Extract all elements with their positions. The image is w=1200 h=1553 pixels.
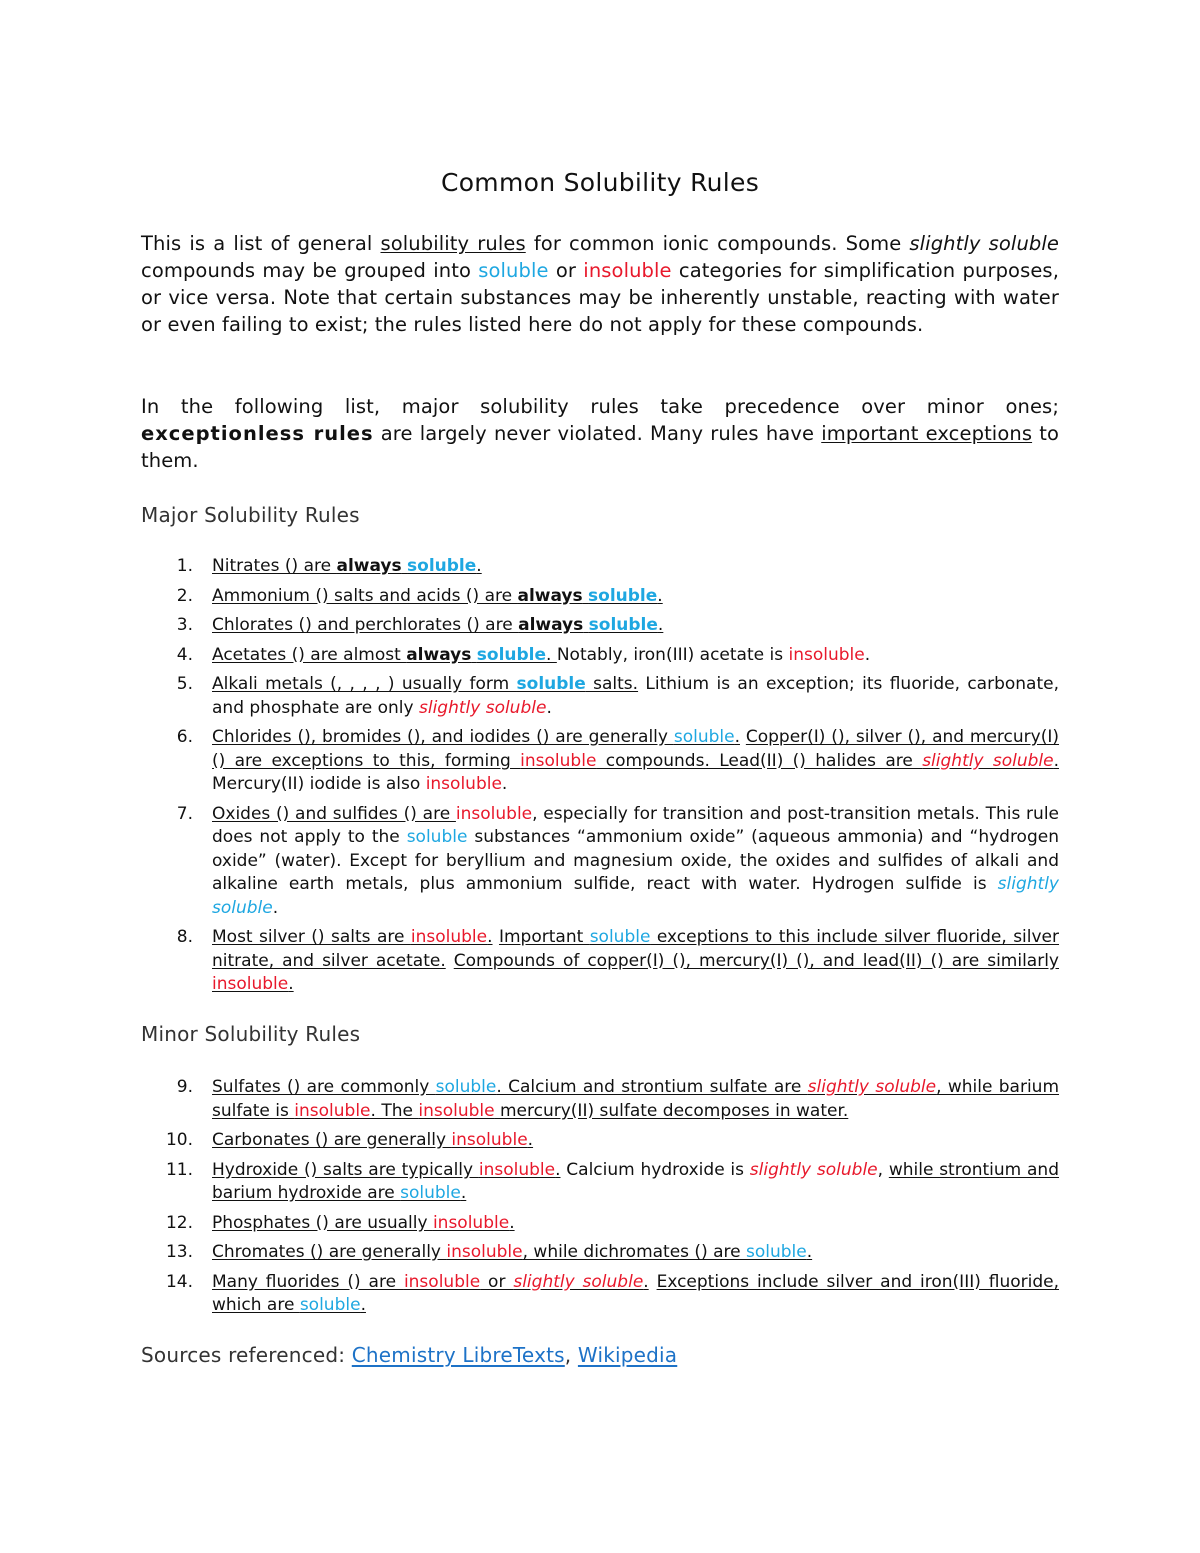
soluble-term: soluble	[589, 927, 651, 947]
rule-text: Acetates () are almost	[212, 644, 407, 665]
intro-paragraph	[141, 230, 1059, 338]
rule-text: Compounds of copper(I) (), mercury(I) (), and lead(II) () are similarly	[453, 950, 1059, 971]
rule-text: .	[527, 1130, 534, 1150]
rule-text: .	[1053, 750, 1059, 771]
rule-item	[141, 1212, 1059, 1236]
rule-text: Sulfates () are commonly	[212, 1077, 436, 1097]
rule-text	[649, 1272, 657, 1292]
rule-item	[141, 1271, 1059, 1318]
wikipedia-link[interactable]: Wikipedia	[577, 1343, 678, 1367]
rule-number: 7.	[176, 803, 193, 824]
rule-text: substances “ammonium oxide” (aqueous ammonia) and “hydrogen oxide” (water). Except for beryllium and magnesium oxide, the oxides and sulfides of alkali and alkaline earth metals, plus ammonium sulfide, react with water. Hydrogen sulfide is	[212, 827, 1059, 894]
rule-item	[141, 555, 1059, 579]
rule-text: Phosphates () are usually	[212, 1212, 433, 1233]
rule-text: .	[657, 585, 663, 606]
rule-text: .	[864, 644, 871, 665]
always-term: always	[336, 556, 402, 576]
rule-number: 3.	[176, 615, 193, 635]
always-term: always	[406, 644, 472, 665]
rule-item	[141, 1241, 1059, 1265]
intro-text: categories for simplification purposes, or vice versa. Note that certain substances may be inherently unstable, reacting with water or even failing to exist; the rules listed here do not apply for these compounds.	[141, 259, 1059, 336]
rule-text: .	[546, 644, 557, 665]
rule-number: 14.	[165, 1271, 193, 1292]
intro2-text: In the following list, major solubility rules take precedence over minor ones;	[141, 395, 1059, 418]
rule-text: . Calcium and strontium sulfate are	[496, 1077, 808, 1097]
rule-item	[141, 673, 1059, 720]
intro-text: or	[548, 259, 584, 282]
rule-text: Chromates () are generally	[212, 1242, 447, 1262]
rule-text: compounds. Lead(II) () halides are	[596, 750, 923, 771]
minor-rules-list	[141, 1076, 1059, 1318]
page-title: Common Solubility Rules	[440, 168, 760, 197]
soluble-term: soluble	[299, 1295, 361, 1315]
rule-text: Notably, iron(III) acetate is	[556, 644, 789, 665]
major-rules-heading: Major Solubility Rules	[141, 503, 360, 527]
rule-text: .	[460, 1183, 467, 1203]
sources-label: Sources referenced:	[141, 1343, 352, 1367]
rule-text: Oxides () and sulfides () are	[212, 803, 456, 824]
rule-text: .	[546, 697, 552, 718]
rule-text: exceptions to this include silver fluoride, silver nitrate, and silver acetate.	[212, 927, 1060, 971]
rule-item	[141, 1129, 1059, 1153]
insoluble-term: insoluble	[451, 1130, 528, 1150]
minor-rules-heading: Minor Solubility Rules	[141, 1022, 361, 1046]
rule-text: Lithium is an exception; its fluoride, carbonate, and phosphate are only	[212, 674, 1059, 718]
rule-text: Chlorides (), bromides (), and iodides () are generally	[212, 727, 674, 747]
insoluble-term: insoluble	[455, 803, 533, 824]
slightly-soluble-term: slightly soluble	[212, 874, 1059, 918]
rule-text: .	[806, 1242, 813, 1262]
rule-number: 13.	[165, 1242, 193, 1262]
rule-number: 6.	[176, 727, 193, 747]
rule-text: .	[555, 1159, 561, 1180]
rule-number: 4.	[176, 644, 193, 665]
rule-number: 5.	[176, 674, 193, 694]
rule-text: Copper(I) (), silver (), and mercury(I) () are exceptions to this, forming	[212, 727, 1060, 771]
rule-text: .	[476, 556, 482, 576]
insoluble-term: insoluble	[418, 1100, 495, 1121]
rule-text: .	[643, 1271, 649, 1292]
rule-number: 1.	[176, 556, 193, 576]
rule-text: salts.	[585, 674, 639, 694]
rule-number: 11.	[165, 1159, 193, 1180]
slightly-soluble-term: slightly soluble	[749, 1159, 878, 1180]
slightly-soluble-term: slightly soluble	[909, 232, 1059, 255]
rule-number: 10.	[165, 1130, 193, 1150]
rule-text: Mercury(II) iodide is also	[212, 774, 426, 794]
insoluble-term: insoluble	[410, 927, 488, 947]
rule-number: 9.	[176, 1077, 193, 1097]
sources-separator: ,	[564, 1343, 578, 1367]
rule-text: , especially for transition and post-transition metals. This rule does not apply to the	[212, 803, 1059, 847]
slightly-soluble-term: slightly soluble	[513, 1271, 644, 1292]
slightly-soluble-term: slightly soluble	[922, 750, 1054, 771]
insoluble-term: insoluble	[212, 974, 289, 994]
insoluble-term: insoluble	[446, 1242, 523, 1262]
rule-number: 2.	[176, 585, 193, 606]
exceptionless-rules-term: exceptionless rules	[141, 422, 374, 445]
rule-text: Carbonates () are generally	[212, 1130, 452, 1150]
soluble-term: soluble	[673, 727, 735, 747]
soluble-term: soluble	[588, 585, 658, 606]
rule-text: Hydroxide () salts are typically	[212, 1159, 479, 1180]
rule-text: .	[360, 1295, 366, 1315]
rule-text: .	[501, 774, 508, 794]
rule-item	[141, 803, 1059, 921]
chemistry-libretexts-link[interactable]: Chemistry LibreTexts	[351, 1343, 565, 1367]
soluble-term: soluble	[588, 615, 658, 635]
rule-text: Nitrates () are	[212, 556, 337, 576]
slightly-soluble-term: slightly soluble	[807, 1077, 937, 1097]
rule-number: 8.	[176, 927, 193, 947]
rule-text: ,	[877, 1159, 889, 1180]
soluble-term: soluble	[746, 1242, 807, 1262]
rule-text: while strontium and barium hydroxide are	[212, 1159, 1059, 1203]
rule-text: .	[509, 1212, 515, 1233]
soluble-term: soluble	[478, 259, 549, 282]
insoluble-term: insoluble	[432, 1212, 510, 1233]
rule-text: Ammonium () salts and acids () are	[212, 585, 518, 606]
rule-item	[141, 1076, 1059, 1123]
rule-text: mercury(II) sulfate decomposes in water.	[494, 1100, 849, 1121]
rule-item	[141, 926, 1059, 997]
rule-item	[141, 726, 1059, 797]
major-rules-list	[141, 555, 1059, 997]
rule-text: .	[734, 727, 740, 747]
intro-text: for common ionic compounds. Some	[525, 232, 910, 255]
rule-text: .	[272, 897, 279, 918]
soluble-term: soluble	[406, 827, 468, 847]
rule-text: Important	[498, 927, 590, 947]
slightly-soluble-term: slightly soluble	[418, 697, 547, 718]
insoluble-term: insoluble	[520, 750, 597, 771]
intro2-text: to them.	[141, 422, 1059, 472]
soluble-term: soluble	[516, 674, 586, 694]
intro-text: This is a list of general	[141, 232, 381, 255]
rule-text: , while barium sulfate is	[212, 1077, 1060, 1121]
rule-text: , while dichromates () are	[522, 1242, 746, 1262]
insoluble-term: insoluble	[403, 1271, 481, 1292]
intro-text: compounds may be grouped into	[141, 259, 479, 282]
rule-item	[141, 1159, 1059, 1206]
solubility-rules-link[interactable]: solubility rules	[380, 232, 526, 255]
rule-text: Chlorates () and perchlorates () are	[212, 615, 519, 635]
rule-item	[141, 644, 1059, 668]
insoluble-term: insoluble	[478, 1159, 556, 1180]
rule-text: .	[487, 927, 493, 947]
intro2-text: are largely never violated. Many rules have	[373, 422, 822, 445]
soluble-term: soluble	[400, 1183, 461, 1203]
soluble-term: soluble	[476, 644, 547, 665]
intro-paragraph-2	[141, 393, 1059, 474]
insoluble-term: insoluble	[425, 774, 502, 794]
rule-text: Many fluorides () are	[212, 1271, 404, 1292]
rule-text: or	[480, 1271, 514, 1292]
rule-text: .	[288, 974, 294, 994]
insoluble-term: insoluble	[294, 1100, 371, 1121]
insoluble-term: insoluble	[788, 644, 865, 665]
rule-text: .	[657, 615, 664, 635]
always-term: always	[517, 585, 583, 606]
rule-text: Alkali metals (, , , , ) usually form	[212, 674, 517, 694]
rule-text: Calcium hydroxide is	[560, 1159, 750, 1180]
sources-line	[141, 1343, 677, 1367]
rule-item	[141, 585, 1059, 609]
rule-text	[446, 951, 454, 971]
insoluble-term: insoluble	[583, 259, 672, 282]
important-exceptions-link[interactable]: important exceptions	[821, 422, 1033, 445]
rule-item	[141, 614, 1059, 638]
soluble-term: soluble	[407, 556, 477, 576]
soluble-term: soluble	[435, 1077, 497, 1097]
rule-text: Most silver () salts are	[212, 927, 411, 947]
rule-text: . The	[370, 1100, 419, 1121]
rule-text: Exceptions include silver and iron(III) fluoride, which are	[212, 1271, 1059, 1315]
rule-number: 12.	[165, 1212, 193, 1233]
always-term: always	[518, 615, 584, 635]
